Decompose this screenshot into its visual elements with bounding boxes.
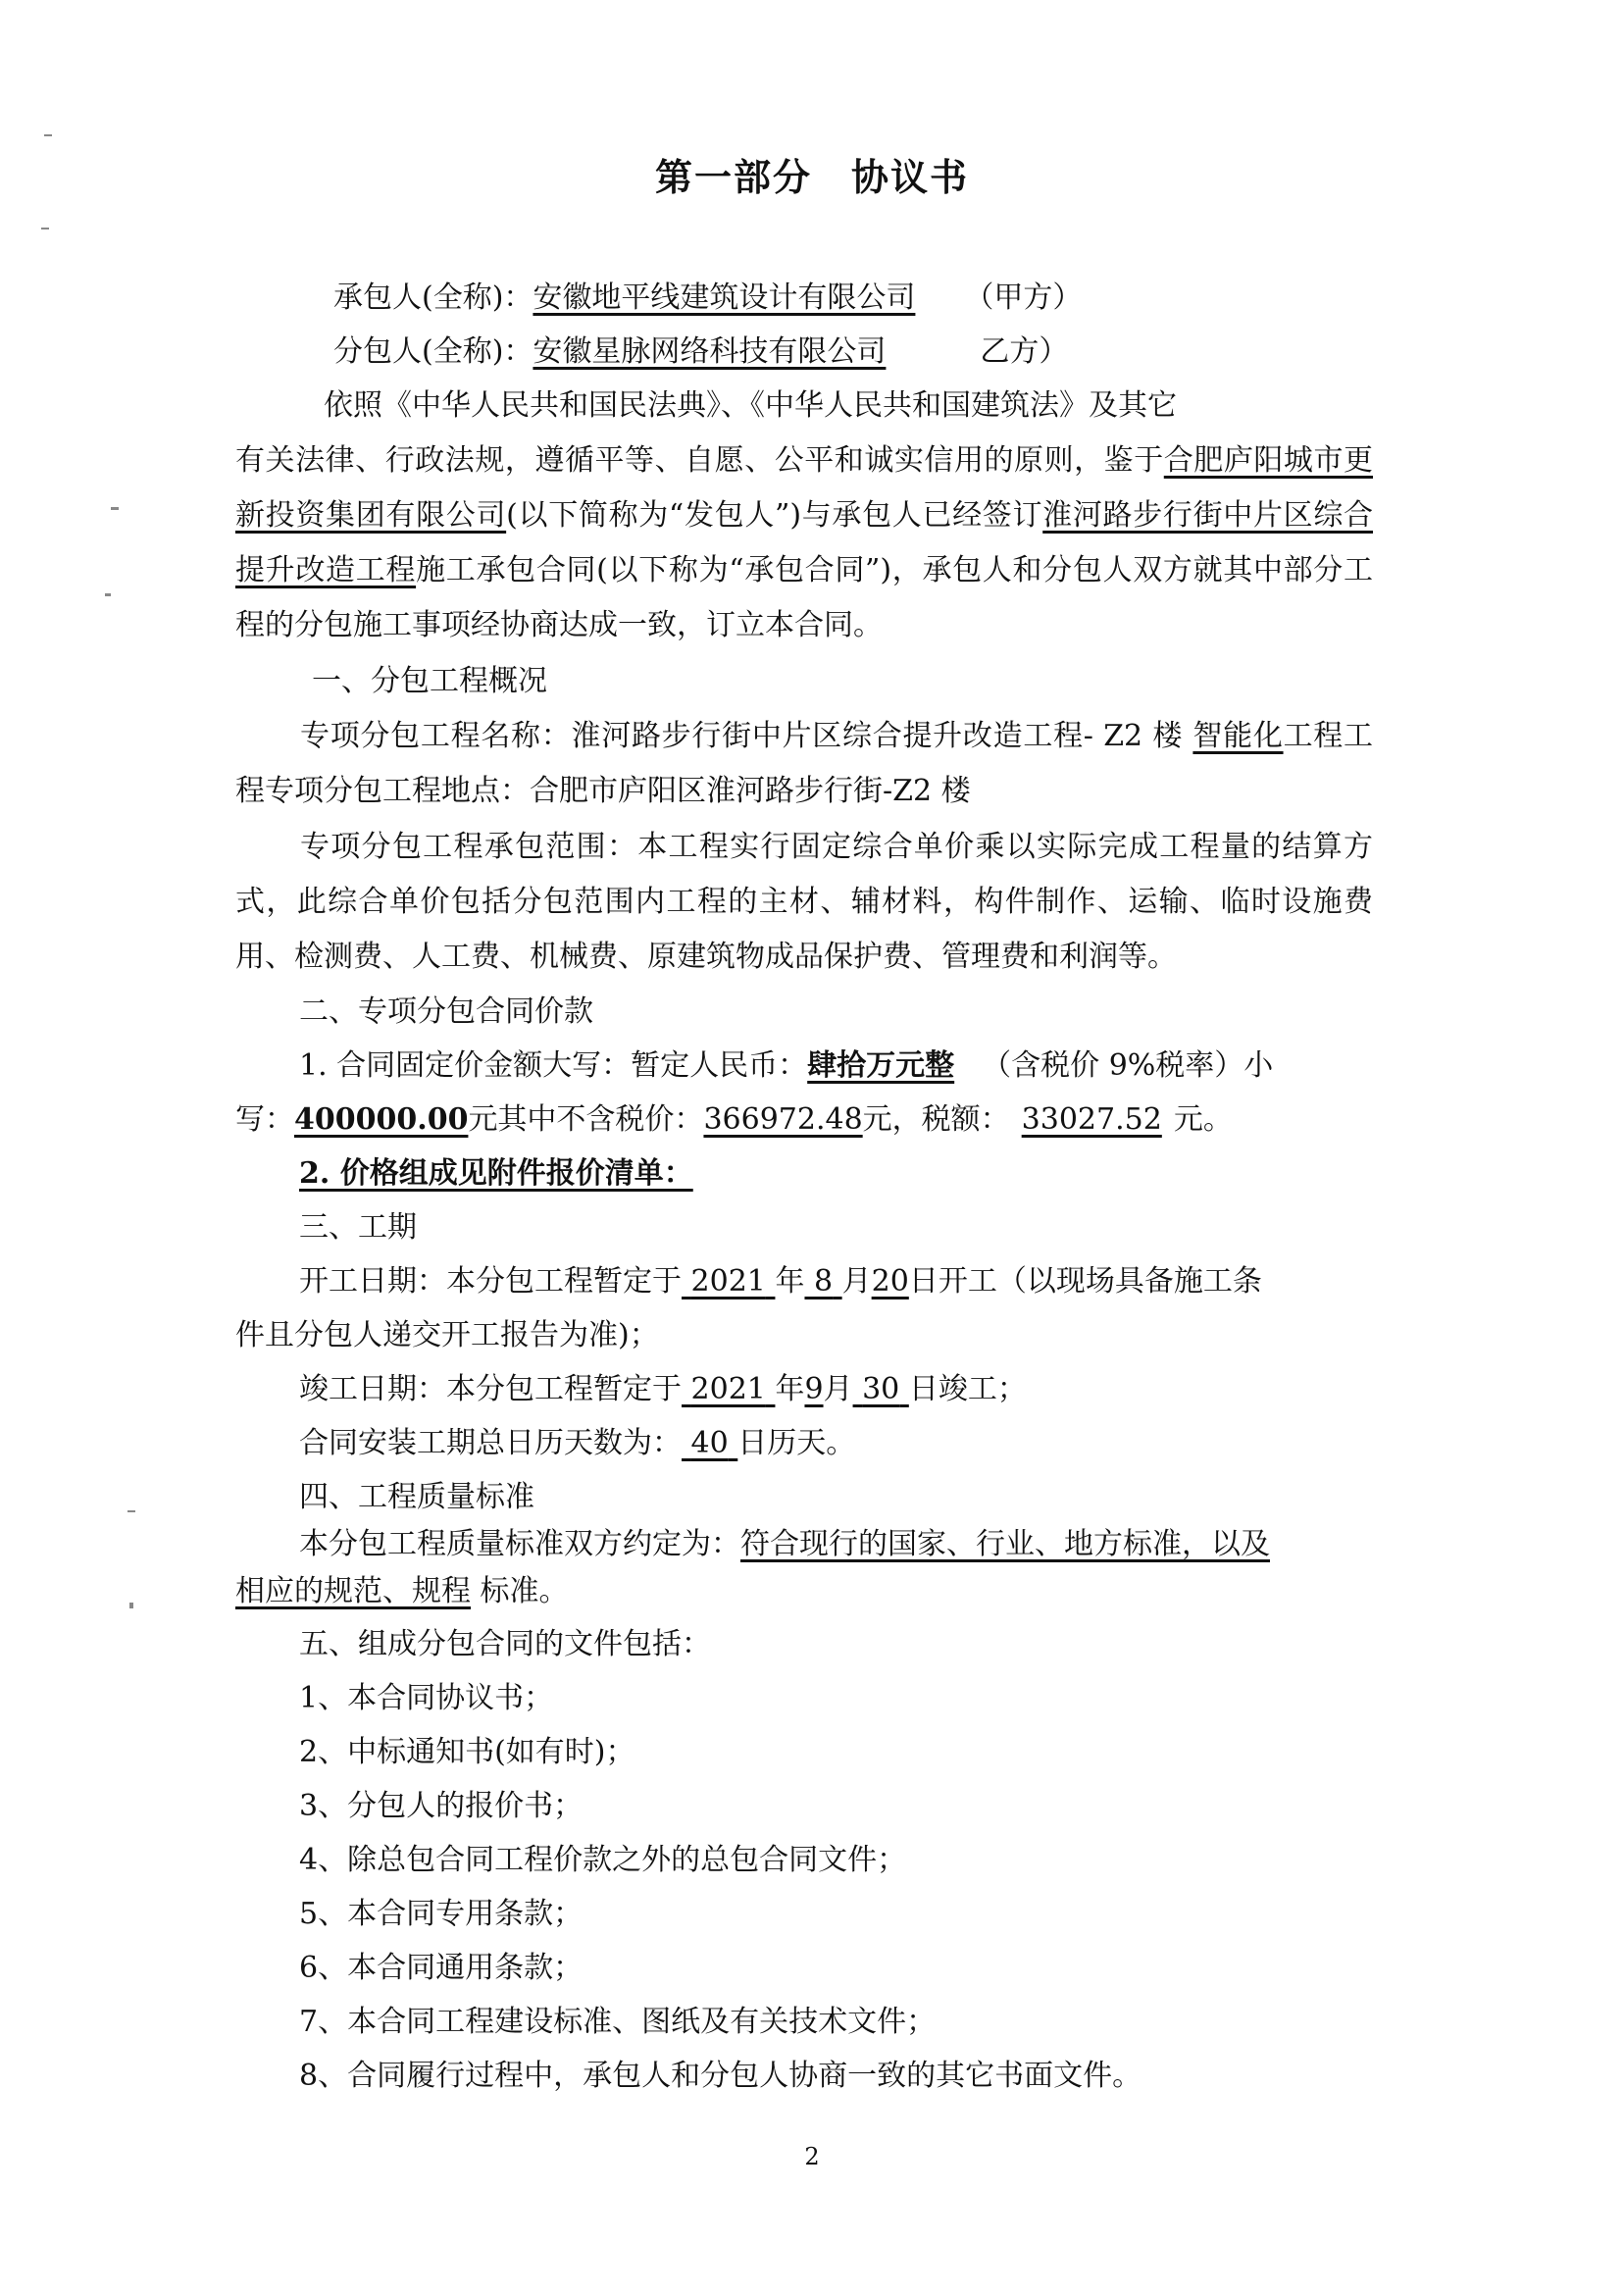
subcontractor-name: 安徽星脉网络科技有限公司 <box>533 334 887 369</box>
tax-amount: 33027.52 <box>1021 1102 1162 1137</box>
intro-line-1: 依照《中华人民共和国民法典》、《中华人民共和国建筑法》及其它 <box>324 388 1177 423</box>
end-date-line: 竣工日期：本分包工程暂定于 2021 年9月 30 日竣工； <box>299 1372 1027 1406</box>
amount-lower: 400000.00 <box>294 1102 469 1137</box>
intro-paragraph: 有关法律、行政法规，遵循平等、自愿、公平和诚实信用的原则，鉴于合肥庐阳城市更新投资集团有限公司(以下简称为“发包人”)与承包人已经签订淮河路步行街中片区综合提升改造工程施工承包合同(以下称为“承包合同”)，承包人和分包人双方就其中部分工程的分包施工事项经协商达成一致，订立本合同。 <box>235 443 1374 642</box>
scan-speck <box>127 1510 135 1512</box>
section1-name: 专项分包工程名称：淮河路步行街中片区综合提升改造工程- Z2 楼 智能化工程工程专项分包工程地点：合肥市庐阳区淮河路步行街-Z2 楼 <box>235 719 1374 808</box>
document-list-item: 1、本合同协议书； <box>299 1681 554 1715</box>
document-list-item: 4、除总包合同工程价款之外的总包合同文件； <box>299 1843 907 1877</box>
quality-line-2: 相应的规范、规程 标准。 <box>235 1574 569 1608</box>
scan-speck <box>44 134 52 136</box>
scan-speck <box>129 1603 133 1608</box>
section3-heading: 三、工期 <box>299 1210 417 1245</box>
document-list-item: 5、本合同专用条款； <box>299 1897 584 1931</box>
pre-tax-amount: 366972.48 <box>703 1102 863 1137</box>
document-list-item: 6、本合同通用条款； <box>299 1951 584 1985</box>
price-line-1: 1. 合同固定价金额大写：暂定人民币：肆拾万元整 （含税价 9%税率）小 <box>299 1048 1274 1083</box>
subcontractor-line: 分包人(全称)：安徽星脉网络科技有限公司 乙方） <box>333 334 1069 369</box>
amount-upper: 肆拾万元整 <box>807 1048 955 1083</box>
section2-heading: 二、专项分包合同价款 <box>299 994 593 1029</box>
quality-line-1: 本分包工程质量标准双方约定为：符合现行的国家、行业、地方标准，以及 <box>299 1527 1270 1561</box>
page-number: 2 <box>804 2143 820 2170</box>
start-date-line: 开工日期：本分包工程暂定于 2021 年 8 月20日开工（以现场具备施工条 <box>299 1264 1262 1299</box>
section1-heading: 一、分包工程概况 <box>312 664 547 698</box>
contractor-line: 承包人(全称)：安徽地平线建筑设计有限公司 （甲方） <box>333 280 1083 315</box>
document-list-item: 8、合同履行过程中，承包人和分包人协商一致的其它书面文件。 <box>299 2059 1142 2093</box>
scan-speck <box>111 507 119 510</box>
document-list-item: 2、中标通知书(如有时)； <box>299 1735 635 1769</box>
document-list-item: 3、分包人的报价书； <box>299 1789 584 1823</box>
section5-heading: 五、组成分包合同的文件包括： <box>299 1627 711 1661</box>
document-list-item: 7、本合同工程建设标准、图纸及有关技术文件； <box>299 2005 937 2039</box>
page-title: 第一部分 协议书 <box>654 155 970 199</box>
price-item-2: 2. 价格组成见附件报价清单： <box>299 1156 693 1191</box>
contractor-name: 安徽地平线建筑设计有限公司 <box>533 280 916 315</box>
section1-scope: 专项分包工程承包范围：本工程实行固定综合单价乘以实际完成工程量的结算方式，此综合单价包括分包范围内工程的主材、辅材料，构件制作、运输、临时设施费用、检测费、人工费、机械费、原建筑物成品保护费、管理费和利润等。 <box>235 830 1373 974</box>
section4-heading: 四、工程质量标准 <box>299 1480 534 1514</box>
duration-line: 合同安装工期总日历天数为： 40 日历天。 <box>299 1426 856 1460</box>
scan-speck <box>105 593 111 596</box>
scan-speck <box>41 228 49 229</box>
start-date-line-2: 件且分包人递交开工报告为准)； <box>235 1318 659 1352</box>
price-line-2: 写：400000.00元其中不含税价：366972.48元，税额： 33027.52 元。 <box>235 1102 1233 1137</box>
